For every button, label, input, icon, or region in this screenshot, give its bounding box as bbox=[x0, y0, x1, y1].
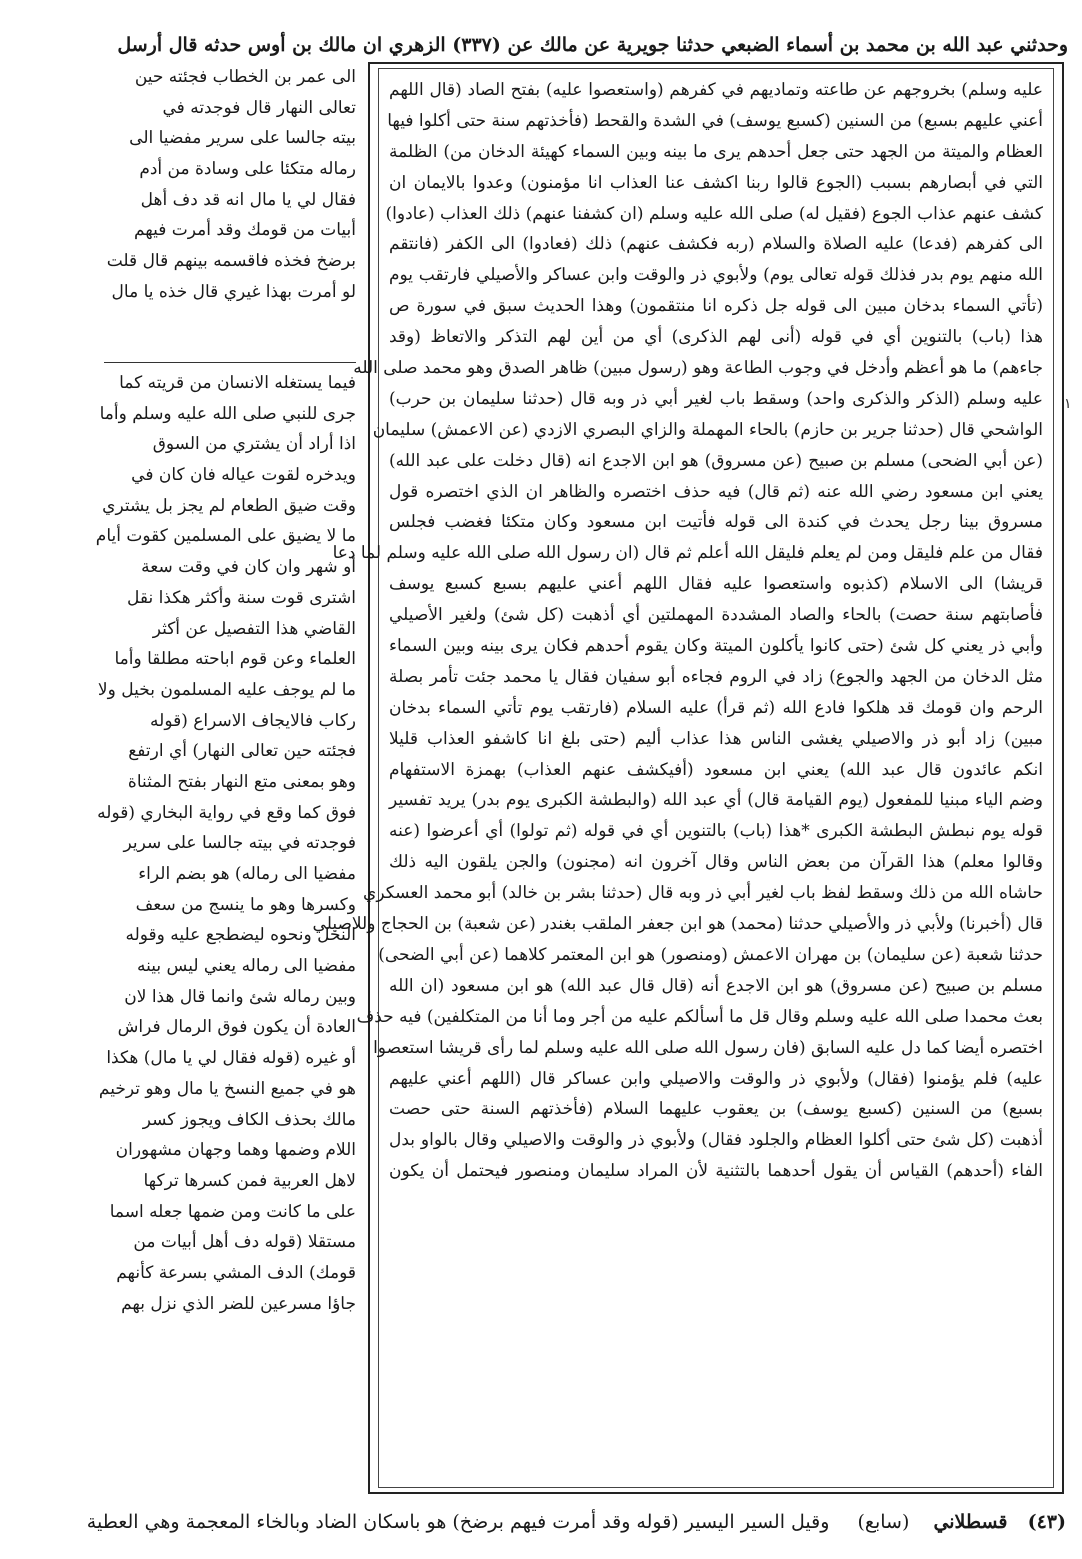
page-header bbox=[100, 28, 1068, 62]
side-line: أو شهر وان كان في وقت سعة bbox=[141, 557, 356, 578]
side-line: وبين رماله شئ وانما قال هذا لان bbox=[124, 986, 356, 1007]
side-line: العلماء وعن قوم اباحته مطلقا وأما bbox=[114, 649, 356, 670]
main-text-line: أعني عليهم بسبع) من السنين (كسبع يوسف) في الشدة والقحط (فأخذتهم سنة حتى أكلوا فيها bbox=[387, 110, 1043, 131]
main-text-line: الفاء (أحدهم) القياس أن يقول أحدهما بالتثنية لأن المراد سليمان ومنصور فيحتمل أن يكون bbox=[389, 1161, 1043, 1182]
side-line: بيته جالسا على سرير مفضيا الى bbox=[129, 128, 356, 149]
side-line: فجئته حين تعالى النهار) أي ارتفع bbox=[128, 741, 356, 762]
main-text-line: حدثنا شعبة (عن سليمان) بن مهران الاعمش (ومنصور) هو ابن المعتمر كلاهما (عن أبي الضحى) bbox=[378, 944, 1043, 965]
main-text-line: قريشا) الى الاسلام (كذبوه واستعصوا عليه فقال اللهم أعني عليهم بسبع كسبع يوسف bbox=[389, 574, 1043, 595]
main-text-line: الرحم وان قومك قد هلكوا فادع الله (ثم قرأ) عليه السلام (فارتقب يوم تأتي السماء بدخان bbox=[389, 697, 1043, 718]
side-line: القاضي هذا التفصيل عن أكثر bbox=[152, 618, 356, 639]
main-text-line: جاءهم) ما هو أعظم وأدخل في وجوب الطاعة وهو (رسول مبين) ظاهر الصدق وهو محمد صلى الله bbox=[353, 358, 1043, 379]
main-text-line: كشف عنهم عذاب الجوع (فقيل له) صلى الله عليه وسلم (ان كشفنا عنهم) ذلك العذاب (عادوا) bbox=[385, 203, 1043, 224]
main-text-body bbox=[312, 68, 1054, 1488]
main-text-line: مبين) زاد أبو ذر والاصيلي يغشى الناس هذا عذاب أليم (حتى بلغ انا كاشفو العذاب قليلا bbox=[389, 728, 1043, 749]
side-line: العادة أن يكون فوق الرمال فراش bbox=[117, 1017, 356, 1038]
main-text-line: انكم عائدون قال عبد الله) يعني ابن مسعود (أفيكشف عنهم العذاب) بهمزة الاستفهام bbox=[389, 759, 1043, 780]
main-text-line: عليه) فلم يؤمنوا (فقال) ولأبوي ذر والوقت والاصيلي وابن عساكر قال (اللهم أعني عليهم bbox=[389, 1068, 1043, 1089]
main-text-line: اختصره أيضا كما دل عليه السابق (فان رسول الله صلى الله عليه وسلم لما رأى قريشا استعصوا bbox=[373, 1037, 1043, 1058]
side-line: مالك بحذف الكاف ويجوز كسر bbox=[142, 1109, 356, 1130]
side-line: مستقلا (قوله دف أهل أبيات من bbox=[133, 1232, 356, 1253]
side-line: ويدخره لقوت عياله فان كان في bbox=[131, 465, 356, 486]
main-text-line: فقال من علم فليقل ومن لم يعلم فليقل الله أعلم ثم قال (ان رسول الله صلى الله عليه وسلم لما دعا bbox=[332, 543, 1043, 564]
side-line: هو في جميع النسخ يا مال وهو ترخيم bbox=[98, 1078, 356, 1099]
side-line: أو غيره (قوله فقال لي يا مال) هكذا bbox=[106, 1048, 356, 1069]
footer-book-title: قسطلاني bbox=[933, 1511, 1008, 1533]
main-text-line: بعث محمدا صلى الله عليه وسلم وقال قل ما أسألكم عليه من أجر وما أنا من المتكلفين) فيه حذف bbox=[356, 1006, 1043, 1027]
side-column-upper bbox=[104, 62, 356, 363]
main-text-line: بسبع) من السنين (كسبع يوسف) بن يعقوب عليهما السلام (فأخذتهم السنة حتى حصت bbox=[389, 1099, 1043, 1120]
main-text-line: الواشحي قال (حدثنا جرير بن حازم) بالحاء المهملة والزاي البصري الازدي (عن الاعمش) سليمان bbox=[372, 419, 1043, 440]
main-text-line: مثل الدخان من الجهد والجوع) زاد في الروم فجاءه أبو سفيان فقال يا محمد جئت تأمر بصلة bbox=[389, 666, 1043, 687]
footer-page-number: (٤٣) bbox=[1027, 1511, 1066, 1533]
main-text-line: الى كفرهم (فدعا) عليه الصلاة والسلام (ربه فكشف عنهم) ذلك (فعادوا) الى الكفر (فانتقم bbox=[389, 234, 1043, 255]
header-text: وحدثني عبد الله بن محمد بن أسماء الضبعي حدثنا جويرية عن مالك عن (٣٣٧) الزهري ان مالك بن أوس حدثه قال أرسل bbox=[117, 34, 1068, 56]
main-text-line: (عن أبي الضحى) مسلم بن صبيح (عن مسروق) هو ابن الاجدع انه (قال دخلت على عبد الله) bbox=[389, 450, 1043, 471]
page-footer bbox=[86, 1500, 1066, 1544]
main-text-line: وقالوا معلم) هذا القرآن من بعض الناس وقال آخرون انه (مجنون) والجن يلقون اليه ذلك bbox=[389, 852, 1043, 873]
side-line: وقت ضيق الطعام لم يجز بل يشتري bbox=[102, 495, 356, 516]
main-text-line: العظام والميتة من الجهد حتى جعل أحدهم يرى ما بينه وبين السماء كهيئة الدخان من) الظلمة bbox=[389, 141, 1043, 162]
main-text-line: قال (أخبرنا) ولأبي ذر والأصيلي حدثنا (محمد) هو ابن جعفر الملقب بغندر (عن شعبة) بن الحجاج وللاصيلي bbox=[312, 914, 1043, 935]
main-text-line: حاشاه الله من ذلك وسقط لفظ باب لغير أبي ذر وبه قال (حدثنا بشر بن خالد) أبو محمد العسكري bbox=[363, 883, 1043, 904]
main-text-line: الله منهم يوم بدر فذلك قوله تعالى يوم) ولأبوي ذر والوقت وابن عساكر والأصيلي فارتقب يوم bbox=[389, 265, 1043, 286]
main-text-line: عليه وسلم (الذكر والذكرى واحد) وسقط باب لغير أبي ذر وبه قال (حدثنا سليمان بن حرب) bbox=[389, 388, 1043, 409]
main-text-frame bbox=[312, 62, 1064, 1494]
side-line: ركاب فالايجاف الاسراع (قوله bbox=[150, 710, 356, 731]
main-text-line: عليه وسلم) بخروجهم عن طاعته وتماديهم في كفرهم (واستعصوا عليه) بفتح الصاد (قال اللهم bbox=[389, 80, 1043, 100]
side-line: رماله متكئا على وسادة من أدم bbox=[139, 159, 356, 180]
side-line: وكسرها وهو ما ينسج من سعف bbox=[135, 894, 356, 915]
side-line: وهو بمعنى متع النهار بفتح المثناة bbox=[127, 771, 356, 792]
margin-mark: ١ bbox=[1064, 396, 1072, 412]
side-line: على ما كانت ومن ضمها جعله اسما bbox=[109, 1201, 356, 1222]
main-text-line: فأصابتهم سنة حصت) بالحاء والصاد المشددة المهملتين أي أذهبت (كل شئ) ولغير الأصيلي bbox=[389, 605, 1043, 626]
footer-text: وقيل السير اليسير (قوله وقد أمرت فيهم برضخ) هو باسكان الضاد وبالخاء المعجمة وهي العطية bbox=[86, 1511, 830, 1533]
main-text-line: مسروق بينا رجل يحدث في كندة الى قوله فأتيت ابن مسعود وكان متكئا فغضب فجلس bbox=[389, 512, 1043, 533]
main-text-line: يعني ابن مسعود رضي الله عنه (ثم قال) فيه حذف اختصره والظاهر ان الذي اختصره قول bbox=[389, 481, 1043, 502]
side-line: لو أمرت بهذا غيري قال خذه يا مال bbox=[111, 281, 356, 302]
side-line: مفضيا الى رماله يعني ليس بينه bbox=[137, 956, 356, 977]
footer-volume: (سابع) bbox=[857, 1511, 910, 1533]
side-line: فوجدته في بيته جالسا على سرير bbox=[123, 833, 356, 854]
side-line: ما لا يضيق على المسلمين كقوت أيام bbox=[95, 526, 356, 547]
side-line: تعالى النهار قال فوجدته في bbox=[162, 97, 356, 118]
main-text-line: (تأتي السماء بدخان مبين الى قوله جل ذكره انا منتقمون) وهذا الحديث سبق في سورة ص bbox=[389, 296, 1043, 317]
side-line: مفضيا الى رماله) هو بضم الراء bbox=[138, 864, 356, 884]
side-line: اللام وضمها وهما وجهان مشهوران bbox=[115, 1140, 356, 1161]
side-line: فوق كما وقع في رواية البخاري (قوله bbox=[97, 802, 356, 823]
main-text-line: وأبي ذر يعني كل شئ (حتى كانوا يأكلون الميتة وكان يقوم أحدهم فكان يرى بينه وبين السماء bbox=[389, 636, 1043, 657]
side-line: جرى للنبي صلى الله عليه وسلم وأما bbox=[99, 403, 356, 424]
main-text-line: هذا (باب) بالتنوين أي في قوله (أنى لهم الذكرى) أي من أين لهم التذكر والاتعاظ (وقد bbox=[389, 327, 1043, 348]
main-text-line: أذهبت (كل شئ حتى أكلوا العظام والجلود فقال) ولأبوي ذر والوقت والاصيلي وقال بالواو بدل bbox=[389, 1130, 1043, 1151]
main-text-line: التي في أبصارهم بسبب (الجوع قالوا ربنا اكشف عنا العذاب انا مؤمنون) وعدوا بالايمان ان bbox=[389, 172, 1043, 193]
side-line: لاهل العربية فمن كسرها تركها bbox=[143, 1170, 356, 1191]
side-line: اذا أراد أن يشتري من السوق bbox=[152, 434, 356, 455]
side-line: فقال لي يا مال انه قد دف أهل bbox=[140, 189, 356, 210]
side-line: برضخ فخذه فاقسمه بينهم قال قلت bbox=[106, 251, 356, 272]
side-line: قومك) الدف المشي بسرعة كأنهم bbox=[116, 1262, 356, 1283]
side-line: ما لم يوجف عليه المسلمون بخيل ولا bbox=[97, 679, 356, 700]
side-line: فيما يستغله الانسان من قريته كما bbox=[119, 373, 356, 393]
main-text-line: مسلم بن صبيح (عن مسروق) هو ابن الاجدع أنه (قال قال عبد الله) هو ابن مسعود (ان الله bbox=[389, 975, 1043, 996]
side-line: الى عمر بن الخطاب فجئته حين bbox=[134, 67, 356, 87]
side-line: اشترى قوت سنة وأكثر هكذا نقل bbox=[127, 587, 356, 608]
main-text-line: قوله يوم نبطش البطشة الكبرى *هذا (باب) بالتنوين أي في قوله (ثم تولوا) أي أعرضوا (عنه bbox=[389, 821, 1043, 842]
side-line: النخل ونحوه ليضطجع عليه وقوله bbox=[125, 925, 356, 946]
side-line: جاؤا مسرعين للضر الذي نزل بهم bbox=[121, 1293, 356, 1314]
main-text-line: وضم الياء مبنيا للمفعول (يوم القيامة قال) أي عبد الله (والبطشة الكبرى يوم بدر) يريد تفسير bbox=[389, 790, 1043, 811]
side-line: أبيات من قومك وقد أمرت فيهم bbox=[133, 220, 356, 241]
